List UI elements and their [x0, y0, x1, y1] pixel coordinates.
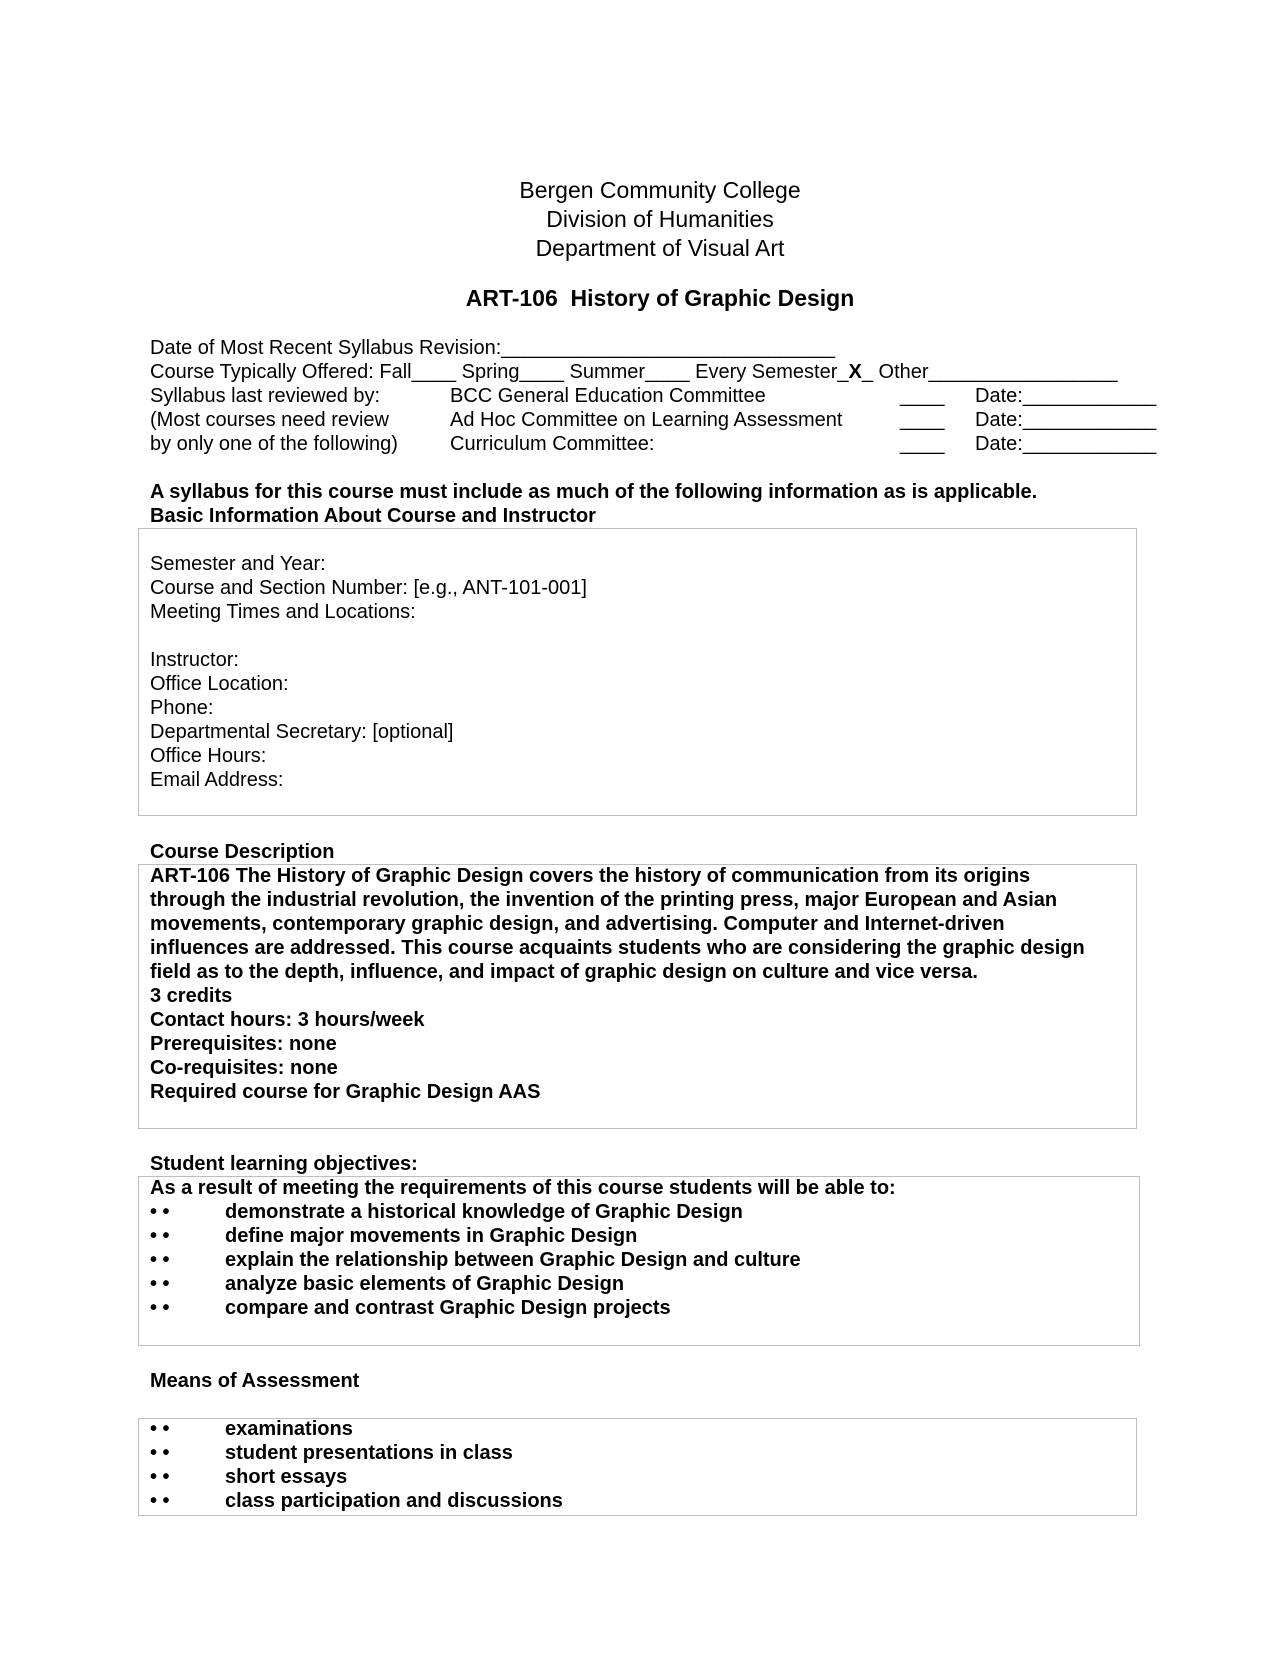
semester-year-field: Semester and Year: [150, 553, 326, 575]
office-hours-field: Office Hours: [150, 745, 267, 767]
objectives-intro: As a result of meeting the requirements of this course students will be able to: [150, 1177, 896, 1199]
college-name: Bergen Community College [519, 177, 801, 203]
offered-mark: X [848, 361, 862, 383]
bullet-icon: • • [150, 1490, 170, 1512]
description-line: influences are addressed. This course acquaints students who are considering the graphic design [150, 937, 1085, 959]
list-item [150, 1248, 1050, 1272]
list-item [150, 1296, 1050, 1320]
course-description-heading: Course Description [150, 841, 335, 863]
offered-prefix: Course Typically Offered: Fall____ Spring____ Summer____ Every Semester_ [150, 361, 849, 383]
basic-info-heading: Basic Information About Course and Instructor [150, 505, 596, 527]
list-item [150, 1200, 1050, 1224]
list-item [150, 1441, 1050, 1465]
course-section-field: Course and Section Number: [e.g., ANT-101-001] [150, 577, 587, 599]
revision-line: Date of Most Recent Syllabus Revision:______________________________ [150, 337, 835, 359]
review-blank-1: ____ [900, 385, 945, 407]
assessment-text: student presentations in class [225, 1442, 513, 1464]
bullet-icon: • • [150, 1225, 170, 1247]
objective-text: analyze basic elements of Graphic Design [225, 1273, 625, 1295]
instructor-field: Instructor: [150, 649, 239, 671]
assessment-text: short essays [225, 1466, 348, 1488]
review-date-2: Date:____________ [975, 409, 1157, 431]
list-item [150, 1465, 1050, 1489]
review-date-3: Date:____________ [975, 433, 1157, 455]
required-course-note: Required course for Graphic Design AAS [150, 1081, 541, 1103]
assessment-text: examinations [225, 1418, 353, 1440]
list-item [150, 1417, 1050, 1441]
assessment-heading: Means of Assessment [150, 1370, 360, 1392]
syllabus-instructions: A syllabus for this course must include as much of the following information as is applicable. [150, 481, 1038, 503]
description-line: field as to the depth, influence, and impact of graphic design on culture and vice versa. [150, 961, 978, 983]
review-blank-2: ____ [900, 409, 945, 431]
list-item [150, 1489, 1050, 1513]
bullet-icon: • • [150, 1297, 170, 1319]
office-location-field: Office Location: [150, 673, 289, 695]
prerequisites: Prerequisites: none [150, 1033, 337, 1055]
bullet-icon: • • [150, 1249, 170, 1271]
bullet-icon: • • [150, 1466, 170, 1488]
description-line: movements, contemporary graphic design, and advertising. Computer and Internet-driven [150, 913, 1005, 935]
list-item [150, 1224, 1050, 1248]
review-date-1: Date:____________ [975, 385, 1157, 407]
objective-text: demonstrate a historical knowledge of Graphic Design [225, 1201, 743, 1223]
department-name: Department of Visual Art [535, 235, 785, 261]
objective-text: explain the relationship between Graphic Design and culture [225, 1249, 801, 1271]
co-requisites: Co-requisites: none [150, 1057, 338, 1079]
description-line: ART-106 The History of Graphic Design covers the history of communication from its origins [150, 865, 1031, 887]
course-title: ART-106 History of Graphic Design [465, 285, 855, 311]
bullet-icon: • • [150, 1273, 170, 1295]
offered-suffix: _ Other_________________ [861, 361, 1118, 383]
objective-text: compare and contrast Graphic Design projects [225, 1297, 671, 1319]
committee-general-education: BCC General Education Committee [450, 385, 766, 407]
contact-hours: Contact hours: 3 hours/week [150, 1009, 425, 1031]
credits: 3 credits [150, 985, 233, 1007]
committee-learning-assessment: Ad Hoc Committee on Learning Assessment [450, 409, 843, 431]
objectives-heading: Student learning objectives: [150, 1153, 418, 1175]
offered-line [150, 360, 1118, 384]
email-address-field: Email Address: [150, 769, 284, 791]
list-item [150, 1272, 1050, 1296]
bullet-icon: • • [150, 1418, 170, 1440]
reviewed-label-3: by only one of the following) [150, 433, 398, 455]
objective-text: define major movements in Graphic Design [225, 1225, 638, 1247]
reviewed-label-1: Syllabus last reviewed by: [150, 385, 381, 407]
committee-curriculum: Curriculum Committee: [450, 433, 655, 455]
bullet-icon: • • [150, 1442, 170, 1464]
description-line: through the industrial revolution, the invention of the printing press, major European and Asian [150, 889, 1058, 911]
division-name: Division of Humanities [546, 206, 774, 232]
departmental-secretary-field: Departmental Secretary: [optional] [150, 721, 454, 743]
reviewed-label-2: (Most courses need review [150, 409, 389, 431]
phone-field: Phone: [150, 697, 214, 719]
assessment-text: class participation and discussions [225, 1490, 563, 1512]
bullet-icon: • • [150, 1201, 170, 1223]
review-blank-3: ____ [900, 433, 945, 455]
meeting-times-field: Meeting Times and Locations: [150, 601, 416, 623]
